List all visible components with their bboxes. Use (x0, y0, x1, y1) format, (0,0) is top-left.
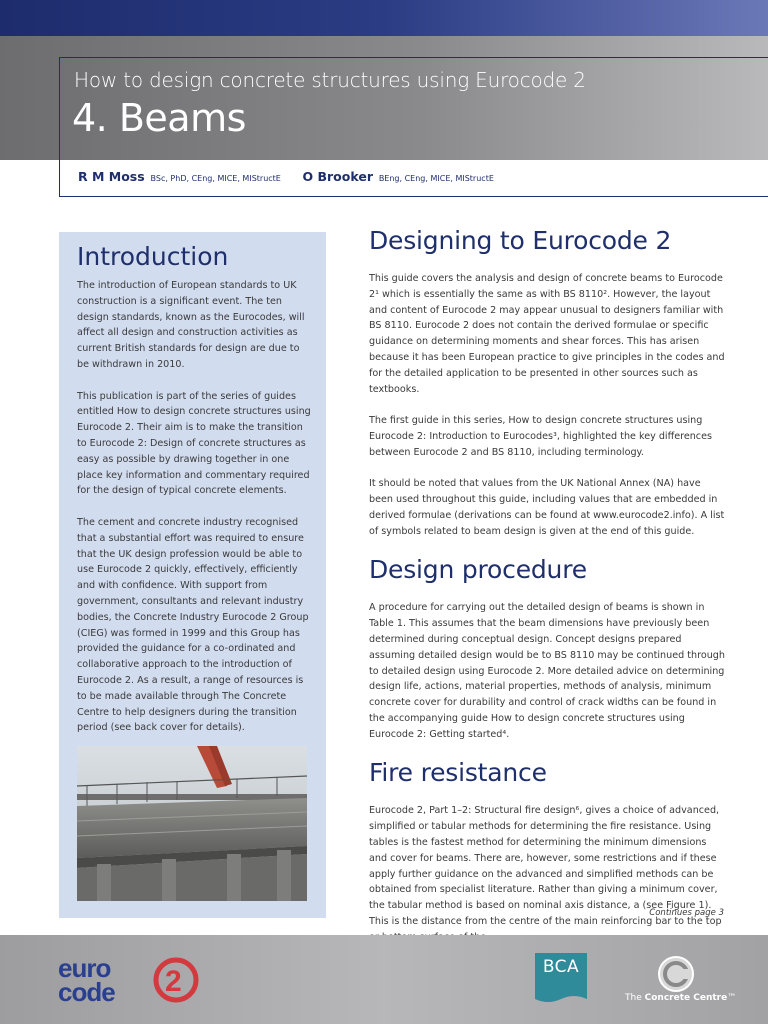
main-column (369, 226, 725, 961)
sidebar-paragraph: The cement and concrete industry recognised that a substantial effort was required to ensure that the UK design profession would be able to use Eurocode 2 quickly, effectively, efficiently and with confidence. With support from government, consultants and relevant industry bodies, the Concrete Industry Eurocode 2 Group (CIEG) was formed in 1999 and this Group has provided the guidance for a co-ordinated and collaborative approach to the introduction of Eurocode 2. As a result, a range of resources is to be made available through The Concrete Centre to help designers during the transition period (see back cover for details). (77, 516, 309, 734)
logo-text-code: code (58, 977, 115, 1005)
logo-text-euro: euro (58, 955, 111, 983)
sidebar-text (77, 278, 311, 752)
construction-photo (77, 746, 307, 901)
body-paragraph: The first guide in this series, How to design concrete structures using Eurocode 2: Introduction to Eurocodes³, highlighted the key differences between Eurocode 2 and BS 8110, including terminology. (369, 415, 712, 458)
introduction-sidebar (59, 232, 326, 918)
bca-logo-text: BCA (542, 957, 580, 977)
author-name: O Brooker (302, 169, 373, 184)
sidebar-heading: Introduction (77, 242, 229, 271)
concrete-centre-wordmark (625, 993, 736, 1003)
body-paragraph: Eurocode 2, Part 1–2: Structural fire design⁶, gives a choice of advanced, simplified or tabular methods for determining the fire resistance. Using tables is the fastest method for determining the minimum dimensions and cover for beams. There are, however, some restrictions and if these apply further guidance on the advanced and simplified methods can be obtained from specialist literature. Rather than giving a minimum cover, the tabular method is based on nominal axis distance, a (see Figure 1). This is the distance from the centre of the main reinforcing bar to the top (369, 805, 722, 927)
section-heading: Design procedure (369, 555, 587, 585)
logo-numeral: 2 (165, 965, 182, 998)
concrete-centre-logo (655, 955, 697, 993)
author-credentials: BSc, PhD, CEng, MICE, MIStructE (150, 174, 281, 183)
section-heading: Fire resistance (369, 758, 547, 788)
page-title: 4. Beams (72, 96, 246, 140)
eurocode2-logo (58, 955, 208, 1005)
series-subtitle: How to design concrete structures using Eurocode 2 (74, 68, 586, 92)
sidebar-paragraph: The introduction of European standards to UK construction is a significant event. The ten design standards, known as the Eurocodes, will affect all design and construction activities as current British standards for design are due to be withdrawn in 2010. (77, 280, 305, 370)
author-credentials: BEng, CEng, MICE, MIStructE (378, 174, 494, 183)
author-line (78, 169, 494, 184)
continues-note: Continues page 3 (649, 908, 724, 918)
body-paragraph: It should be noted that values from the UK National Annex (NA) have been used throughout this guide, including values that are embedded in derived formulae (derivations can be found at www.eurocode2.info). A list of symbols related to beam design is given at the end of this guide. (369, 478, 725, 537)
top-accent-bar (0, 0, 768, 36)
author-name: R M Moss (78, 169, 145, 184)
body-paragraph: A procedure for carrying out the detailed design of beams is shown in Table 1. This assumes that the beam dimensions have previously been determined during conceptual design. Concept designs prepared assuming detailed design would be to BS 8110 may be continued through to detailed design using Eurocode 2. More detailed advice on determining design life, actions, material properties, methods of analysis, minimum concrete cover for durability and control of crack widths can be found in the accompanying guide How to design concrete structures using Eurocode 2: Getting started⁴. (369, 602, 725, 740)
cc-bold-name: Concrete Centre (644, 993, 728, 1003)
section-heading: Designing to Eurocode 2 (369, 226, 672, 255)
cc-trademark: ™ (727, 993, 737, 1003)
body-paragraph: This guide covers the analysis and design of concrete beams to Eurocode 2¹ which is essentially the same as with BS 8110². However, the layout and content of Eurocode 2 may appear unusual to designers familiar with BS 8110. Eurocode 2 does not contain the derived formulae or specific guidance on determining moments and shear forces. This has arisen because it has been European practice to give principles in the codes and for the detailed application to be presented in other sources such as textbooks. (369, 273, 725, 395)
sidebar-paragraph: This publication is part of the series of guides entitled How to design concrete structures using Eurocode 2. Their aim is to make the transition to Eurocode 2: Design of concrete structures as easy as possible by drawing together in one place key information and commentary required for the design of typical concrete elements. (77, 390, 311, 497)
cc-prefix: The (625, 993, 642, 1003)
